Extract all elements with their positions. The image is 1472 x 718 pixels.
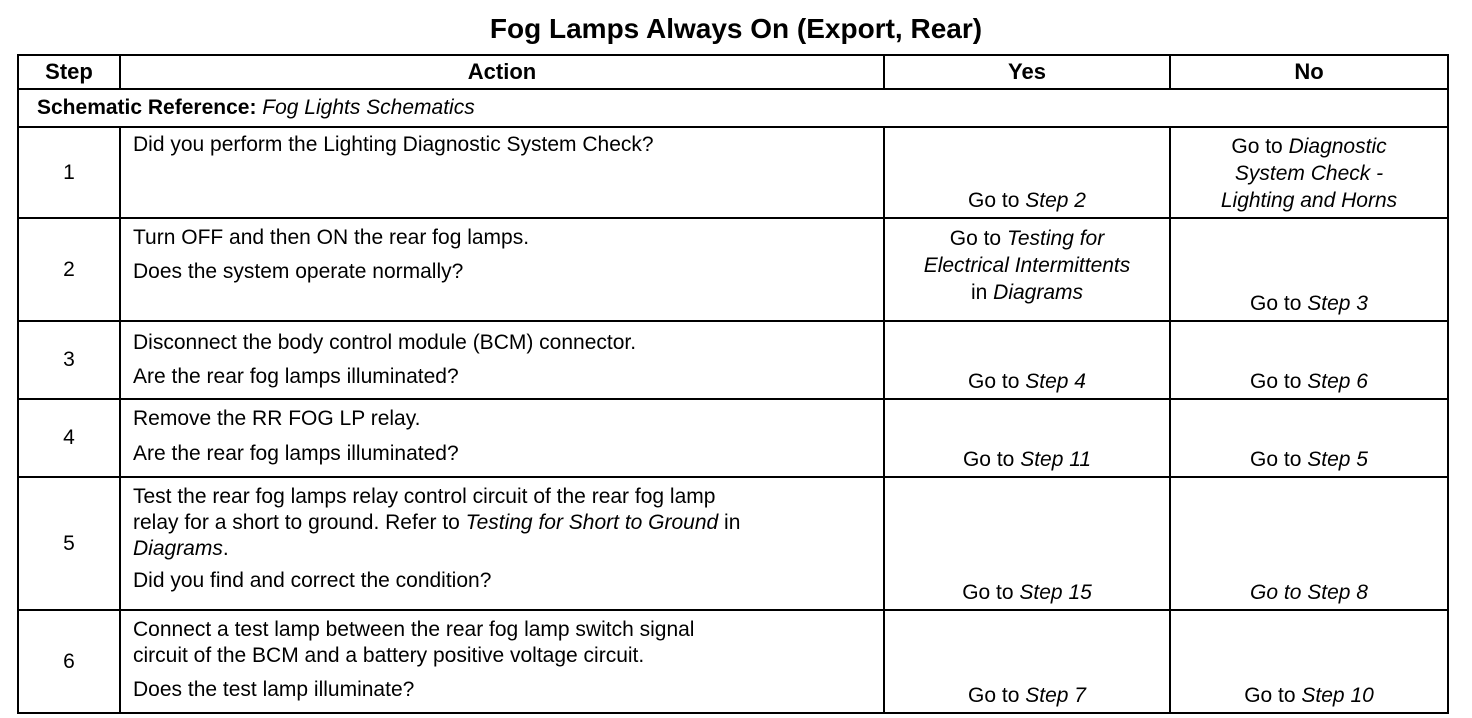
yes-cell xyxy=(884,399,1170,477)
action-question: Does the test lamp illuminate? xyxy=(133,678,415,701)
no-target: Step 3 xyxy=(1307,292,1368,315)
no-cell xyxy=(1170,127,1448,218)
header-no: No xyxy=(1170,55,1448,89)
action-question: Does the system operate normally? xyxy=(133,260,464,283)
action-question: Are the rear fog lamps illuminated? xyxy=(133,442,459,465)
step-number: 6 xyxy=(18,610,120,713)
no-cell xyxy=(1170,610,1448,713)
header-yes: Yes xyxy=(884,55,1170,89)
yes-prefix: in xyxy=(970,281,994,304)
table-row xyxy=(18,321,1448,399)
header-row xyxy=(18,55,1448,89)
no-line xyxy=(1171,133,1447,160)
step-number: 4 xyxy=(18,399,120,477)
no-target: System Check - xyxy=(1234,162,1384,185)
step-number: 1 xyxy=(18,127,120,218)
yes-prefix: Go to xyxy=(962,581,1014,604)
yes-prefix: Go to xyxy=(962,448,1015,471)
yes-target: Step 11 xyxy=(1020,448,1092,471)
yes-target: Step 15 xyxy=(1019,581,1092,604)
yes-cell xyxy=(884,477,1170,610)
no-cell xyxy=(1170,477,1448,610)
no-prefix: Go to xyxy=(1244,684,1296,707)
no-prefix: Go to xyxy=(1231,135,1289,158)
step-number: 5 xyxy=(18,477,120,610)
yes-target: Diagrams xyxy=(993,281,1084,304)
action-text: Remove the RR FOG LP relay. xyxy=(133,407,421,430)
no-prefix: Go to xyxy=(1250,448,1302,471)
table-row xyxy=(18,477,1448,610)
schematic-reference-row xyxy=(18,89,1448,127)
yes-cell xyxy=(884,321,1170,399)
no-target: Step 10 xyxy=(1301,684,1374,707)
schematic-reference-link: Fog Lights Schematics xyxy=(262,96,475,119)
yes-cell xyxy=(884,218,1170,321)
yes-target: Step 2 xyxy=(1025,189,1086,212)
action-text: Test the rear fog lamps relay control circuit of the rear fog lamp xyxy=(133,485,716,508)
no-target: Go to Step 8 xyxy=(1250,581,1368,604)
action-text-part: in xyxy=(718,511,741,534)
action-question: Did you find and correct the condition? xyxy=(133,569,492,592)
no-target: Lighting and Horns xyxy=(1220,189,1398,212)
no-prefix: Go to xyxy=(1250,292,1302,315)
action-cell xyxy=(120,218,884,321)
schematic-reference xyxy=(18,89,1448,127)
action-text xyxy=(121,536,883,562)
step-number: 2 xyxy=(18,218,120,321)
no-target: Step 6 xyxy=(1307,370,1368,393)
action-cell xyxy=(120,477,884,610)
action-text-part: relay for a short to ground. Refer to xyxy=(133,511,466,534)
yes-target: Electrical Intermittents xyxy=(923,254,1131,277)
action-cell xyxy=(120,399,884,477)
yes-prefix: Go to xyxy=(968,684,1020,707)
yes-line xyxy=(885,225,1169,252)
action-reference: Diagrams xyxy=(133,537,223,560)
action-text: circuit of the BCM and a battery positive voltage circuit. xyxy=(133,644,645,667)
action-text: Did you perform the Lighting Diagnostic System Check? xyxy=(133,133,654,156)
action-text xyxy=(121,510,883,536)
yes-target: Testing for xyxy=(1006,227,1105,250)
action-cell xyxy=(120,127,884,218)
table-row xyxy=(18,127,1448,218)
diagnostic-table xyxy=(17,54,1449,714)
action-text-part: . xyxy=(222,537,229,560)
action-cell xyxy=(120,321,884,399)
table-row xyxy=(18,610,1448,713)
action-reference: Testing for Short to Ground xyxy=(465,511,719,534)
yes-line xyxy=(885,279,1169,306)
no-cell xyxy=(1170,218,1448,321)
page-title: Fog Lamps Always On (Export, Rear) xyxy=(489,13,983,44)
yes-prefix: Go to xyxy=(968,370,1020,393)
action-text: Disconnect the body control module (BCM) connector. xyxy=(133,331,637,354)
no-prefix: Go to xyxy=(1250,370,1302,393)
yes-target: Step 7 xyxy=(1025,684,1086,707)
no-target: Diagnostic xyxy=(1288,135,1387,158)
action-text: Connect a test lamp between the rear fog lamp switch signal xyxy=(133,618,695,641)
yes-prefix: Go to xyxy=(949,227,1007,250)
no-cell xyxy=(1170,321,1448,399)
table-row xyxy=(18,218,1448,321)
no-cell xyxy=(1170,399,1448,477)
action-cell xyxy=(120,610,884,713)
action-question: Are the rear fog lamps illuminated? xyxy=(133,365,459,388)
step-number: 3 xyxy=(18,321,120,399)
no-target: Step 5 xyxy=(1307,448,1368,471)
yes-prefix: Go to xyxy=(968,189,1020,212)
yes-cell xyxy=(884,610,1170,713)
schematic-reference-label: Schematic Reference: xyxy=(37,96,257,119)
header-step: Step xyxy=(18,55,120,89)
yes-target: Step 4 xyxy=(1025,370,1086,393)
yes-cell xyxy=(884,127,1170,218)
table-row xyxy=(18,399,1448,477)
action-text: Turn OFF and then ON the rear fog lamps. xyxy=(133,226,530,249)
header-action: Action xyxy=(120,55,884,89)
